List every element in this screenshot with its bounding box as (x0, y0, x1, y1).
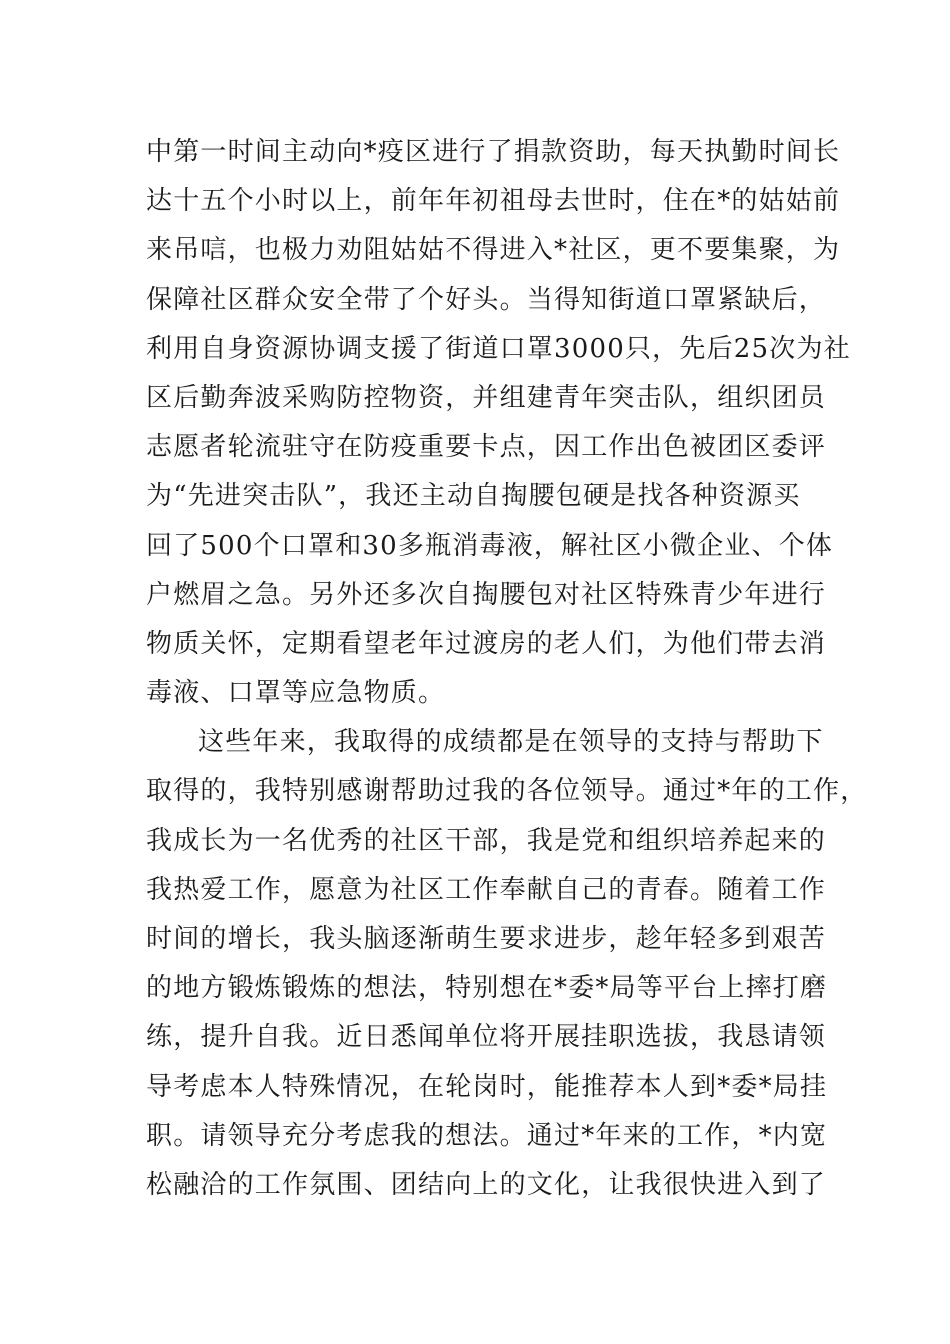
text-line: 达十五个小时以上，前年年初祖母去世时，住在*的姑姑前 (146, 186, 841, 217)
text-line: 保障社区群众安全带了个好头。当得知街道口罩紧缺后， (146, 284, 827, 315)
text-line: 为“先进突击队”，我还主动自掏腰包硬是找各种资源买 (146, 481, 801, 512)
text-line: 中第一时间主动向*疫区进行了捐款资助，每天执勤时间长 (146, 137, 841, 167)
text-line-indented: 这些年来，我取得的成绩都是在领导的支持与帮助下 (198, 727, 824, 758)
text-line: 松融洽的工作氛围、团结向上的文化，让我很快进入到了 (146, 1169, 827, 1200)
text-line: 时间的增长，我头脑逐渐萌生要求进步，趁年轻多到艰苦 (146, 924, 827, 954)
text-line: 练，提升自我。近日悉闻单位将开展挂职选拔，我恳请领 (146, 1022, 827, 1053)
text-line: 我成长为一名优秀的社区干部，我是党和组织培养起来的 (146, 825, 827, 856)
text-line: 职。请领导充分考虑我的想法。通过*年来的工作，*内宽 (146, 1120, 828, 1151)
text-line: 利用自身资源协调支援了街道口罩3000只，先后25次为社 (146, 333, 851, 364)
paragraph-2 (146, 718, 868, 1210)
text-line: 来吊唁，也极力劝阻姑姑不得进入*社区，更不要集聚，为 (146, 235, 841, 266)
paragraph-1 (146, 128, 851, 718)
text-line: 导考虑本人特殊情况，在轮岗时，能推荐本人到*委*局挂 (146, 1071, 828, 1102)
text-line: 志愿者轮流驻守在防疫重要卡点，因工作出色被团区委评 (146, 432, 827, 463)
text-line: 取得的，我特别感谢帮助过我的各位领导。通过*年的工作， (146, 776, 868, 807)
text-line: 回了500个口罩和30多瓶消毒液，解社区小微企业、个体 (146, 530, 834, 561)
text-line: 物质关怀，定期看望老年过渡房的老人们，为他们带去消 (146, 628, 827, 659)
text-line: 毒液、口罩等应急物质。 (146, 678, 446, 709)
text-line: 的地方锻炼锻炼的想法，特别想在*委*局等平台上摔打磨 (146, 973, 828, 1004)
document-body (146, 128, 868, 1210)
text-line: 我热爱工作，愿意为社区工作奉献自己的青春。随着工作 (146, 874, 827, 905)
text-line: 区后勤奔波采购防控物资，并组建青年突击队，组织团员 (146, 382, 827, 413)
text-line: 户燃眉之急。另外还多次自掏腰包对社区特殊青少年进行 (146, 579, 827, 610)
